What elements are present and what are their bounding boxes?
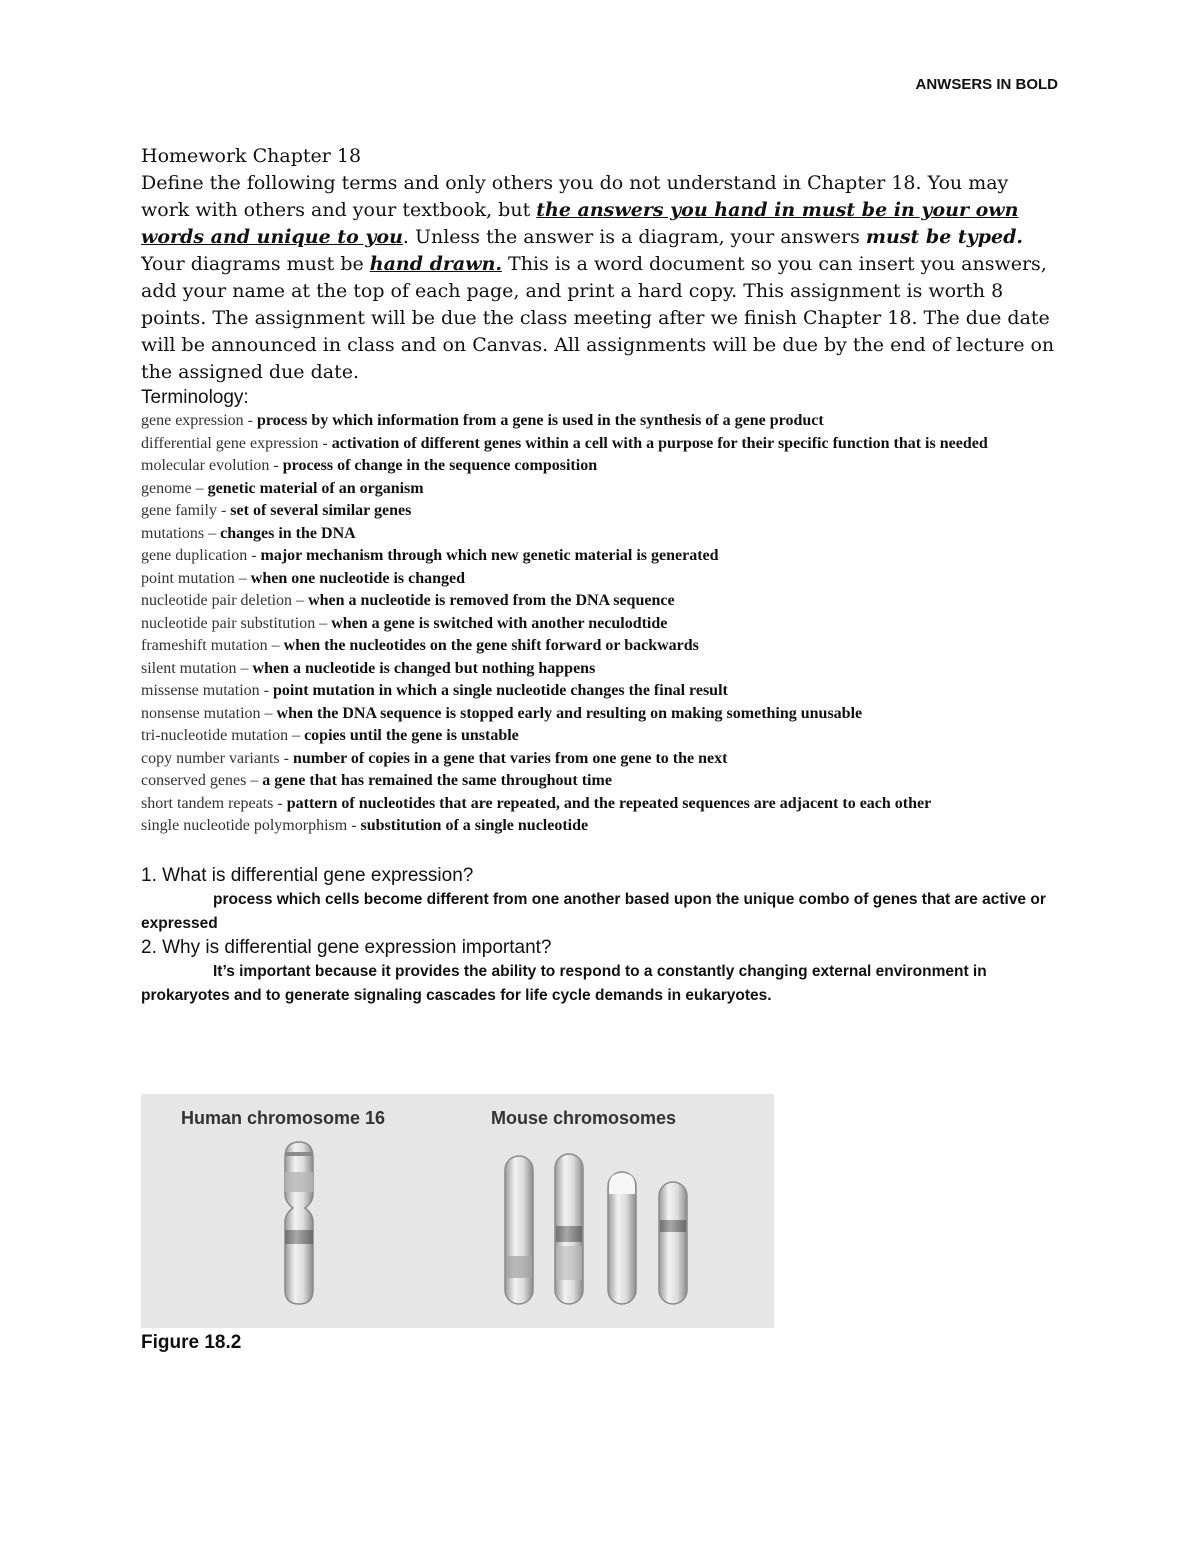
term-name: conserved genes: [141, 772, 247, 789]
term-definition: process by which information from a gene is used in the synthesis of a gene product: [256, 412, 824, 429]
term-definition: when the nucleotides on the gene shift forward or backwards: [283, 637, 699, 654]
term-definition: changes in the DNA: [220, 524, 356, 542]
term-separator: –: [234, 569, 251, 587]
terminology-heading: Terminology:: [141, 387, 249, 408]
term-definition: substitution of a single nucleotide: [360, 817, 589, 834]
term-separator: -: [279, 749, 293, 767]
term-definition: when a gene is switched with another neculodtide: [331, 614, 668, 632]
document-body: [141, 143, 1061, 1008]
term-item: [141, 793, 1061, 816]
term-name: nonsense mutation: [141, 704, 261, 722]
question-1: 1. What is differential gene expression?: [141, 864, 474, 886]
term-definition: number of copies in a gene that varies from one gene to the next: [292, 749, 728, 767]
term-separator: –: [204, 524, 221, 542]
term-separator: –: [315, 614, 332, 632]
term-name: genome: [141, 479, 192, 497]
term-name: copy number variants: [141, 749, 280, 767]
instructions-emphasis: the answers you hand in must be in your own words and unique to you: [141, 199, 1019, 248]
term-separator: -: [273, 794, 287, 812]
term-definition: when one nucleotide is changed: [250, 569, 466, 587]
mouse-chromosome-3: [608, 1172, 636, 1304]
term-item: [141, 500, 1061, 523]
term-definition: activation of different genes within a cell with a purpose for their specific function that is needed: [331, 434, 988, 452]
term-separator: –: [246, 772, 263, 789]
term-name: gene expression: [141, 412, 244, 429]
question-2: 2. Why is differential gene expression important?: [141, 936, 552, 958]
term-separator: -: [259, 682, 273, 699]
term-name: differential gene expression: [141, 434, 319, 452]
term-definition: when a nucleotide is changed but nothing happens: [252, 659, 596, 677]
term-name: gene duplication: [141, 547, 248, 564]
term-name: frameshift mutation: [141, 637, 268, 654]
page-title: Homework Chapter 18: [141, 145, 362, 167]
term-item: [141, 455, 1061, 478]
term-name: nucleotide pair substitution: [141, 614, 316, 632]
term-item: [141, 680, 1061, 703]
instructions-emphasis: must be typed.: [865, 226, 1023, 248]
terms-list: [141, 410, 1061, 838]
term-name: single nucleotide polymorphism: [141, 817, 348, 834]
term-separator: –: [288, 727, 305, 744]
instructions-text: Your diagrams must be: [141, 253, 370, 275]
term-item: [141, 770, 1061, 793]
instructions-text: . Unless the answer is a diagram, your answers: [402, 226, 866, 248]
term-item: [141, 748, 1061, 771]
term-definition: set of several similar genes: [230, 502, 412, 519]
mouse-chromosomes-label: Mouse chromosomes: [491, 1108, 677, 1128]
term-item: [141, 478, 1061, 501]
instructions-text: This is a word document so you can insert you answers, add your name at the top of each page, and print a hard copy. This assignment is worth 8 points. The assignment will be due the class meeting after we finish Chapter 18. The due date will be announced in class and on Canvas. All assignments will be due by the end of lecture on the assigned due date.: [141, 253, 1055, 383]
instructions-emphasis: hand drawn.: [369, 253, 502, 275]
human-chromosome-label: Human chromosome 16: [181, 1108, 386, 1128]
term-name: missense mutation: [141, 682, 260, 699]
answer-1: process which cells become different from one another based upon the unique combo of genes that are active or expressed: [141, 890, 1046, 932]
term-separator: –: [292, 592, 309, 609]
instructions-paragraph: [141, 170, 1061, 386]
term-separator: -: [269, 457, 283, 474]
term-definition: pattern of nucleotides that are repeated, and the repeated sequences are adjacent to each other: [286, 794, 932, 812]
term-item: [141, 725, 1061, 748]
term-name: silent mutation: [141, 659, 237, 677]
figure-caption: Figure 18.2: [141, 1332, 242, 1353]
term-definition: process of change in the sequence composition: [282, 457, 598, 474]
term-definition: point mutation in which a single nucleotide changes the final result: [272, 682, 728, 699]
term-item: [141, 635, 1061, 658]
term-separator: -: [318, 434, 332, 452]
mouse-chromosome-2: [555, 1154, 583, 1304]
term-definition: a gene that has remained the same throughout time: [262, 772, 612, 789]
term-item: [141, 815, 1061, 838]
term-definition: when a nucleotide is removed from the DNA sequence: [308, 592, 675, 609]
term-name: nucleotide pair deletion: [141, 592, 293, 609]
mouse-chromosome-4: [659, 1182, 687, 1304]
term-definition: when the DNA sequence is stopped early and resulting on making something unusable: [276, 704, 863, 722]
answer-2: It’s important because it provides the ability to respond to a constantly changing external environment in prokaryotes and to generate signaling cascades for life cycle demands in eukaryotes.: [141, 962, 987, 1004]
term-definition: major mechanism through which new genetic material is generated: [260, 547, 719, 564]
term-name: point mutation: [141, 569, 235, 587]
term-item: [141, 568, 1061, 591]
term-name: short tandem repeats: [141, 794, 274, 812]
term-separator: -: [347, 817, 361, 834]
term-item: [141, 590, 1061, 613]
term-item: [141, 545, 1061, 568]
term-name: tri-nucleotide mutation: [141, 727, 289, 744]
term-definition: copies until the gene is unstable: [304, 727, 519, 744]
term-separator: –: [267, 637, 284, 654]
term-separator: -: [247, 547, 261, 564]
term-item: [141, 410, 1061, 433]
term-separator: –: [236, 659, 253, 677]
term-item: [141, 703, 1061, 726]
term-definition: genetic material of an organism: [207, 479, 424, 497]
term-item: [141, 658, 1061, 681]
header-note: ANWSERS IN BOLD: [915, 76, 1058, 93]
term-separator: -: [243, 412, 257, 429]
term-name: mutations: [141, 524, 205, 542]
term-item: [141, 613, 1061, 636]
human-chromosome-16: [285, 1142, 313, 1304]
chromosome-figure: [141, 1094, 774, 1328]
term-name: molecular evolution: [141, 457, 270, 474]
instructions-text: Define the following terms and only others you do not understand in Chapter 18. You may work with others and your textbook, but: [141, 172, 1009, 221]
term-separator: –: [191, 479, 208, 497]
mouse-chromosome-1: [505, 1156, 533, 1304]
term-item: [141, 523, 1061, 546]
term-separator: -: [216, 502, 231, 519]
chromosome-illustration: [141, 1094, 774, 1328]
term-item: [141, 433, 1061, 456]
term-name: gene family: [141, 502, 217, 519]
term-separator: –: [260, 704, 277, 722]
